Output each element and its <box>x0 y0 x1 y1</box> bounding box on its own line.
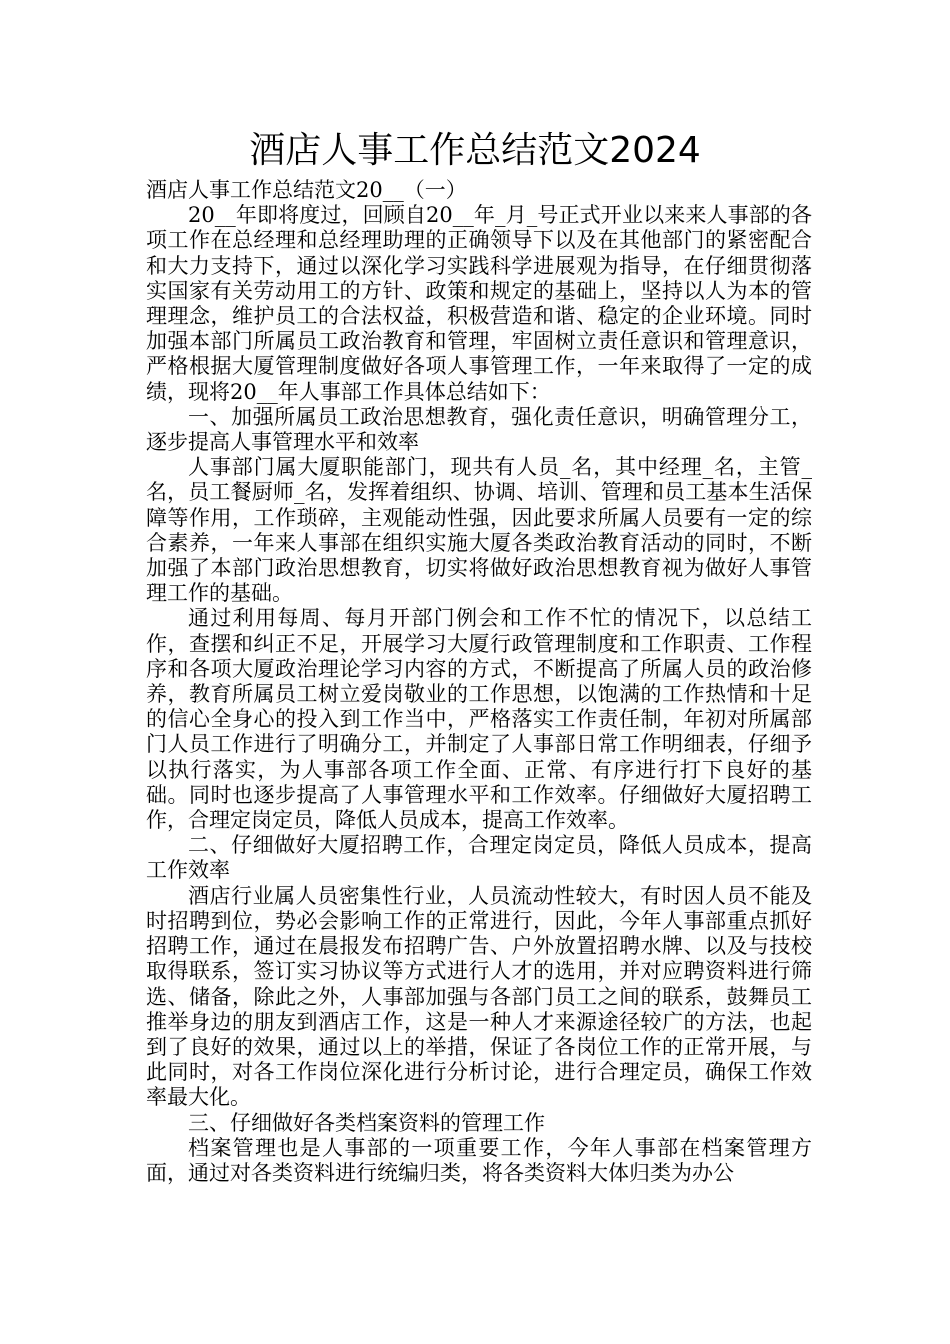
paragraph-intro: 20__年即将度过，回顾自20__年_月_号正式开业以来来人事部的各项工作在总经理和总经理助理的正确领导下以及在其他部门的紧密配合和大力支持下，通过以深化学习实践科学进展观为指导，在仔细贯彻落实国家有关劳动用工的方针、政策和规定的基础上，坚持以人为本的管理理念，维护员工的合法权益，积极营造和谐、稳定的企业环境。同时加强本部门所属员工政治教育和管理，牢固树立责任意识和管理意识，严格根据大厦管理制度做好各项人事管理工作，一年来取得了一定的成绩，现将20__年人事部工作具体总结如下： <box>146 203 812 404</box>
paragraph: 通过利用每周、每月开部门例会和工作不忙的情况下，以总结工作，查摆和纠正不足，开展学习大厦行政管理制度和工作职责、工作程序和各项大厦政治理论学习内容的方式，不断提高了所属人员的政治修养，教育所属员工树立爱岗敬业的工作思想，以饱满的工作热情和十足的信心全身心的投入到工作当中，严格落实工作责任制，年初对所属部门人员工作进行了明确分工，并制定了人事部日常工作明细表，仔细予以执行落实，为人事部各项工作全面、正常、有序进行打下良好的基础。同时也逐步提高了人事管理水平和工作效率。仔细做好大厦招聘工作，合理定岗定员，降低人员成本，提高工作效率。 <box>146 606 812 833</box>
paragraph: 档案管理也是人事部的一项重要工作，今年人事部在档案管理方面，通过对各类资料进行统编归类，将各类资料大体归类为办公 <box>146 1135 812 1185</box>
section-heading-1: 一、加强所属员工政治思想教育，强化责任意识，明确管理分工，逐步提高人事管理水平和效率 <box>146 404 812 455</box>
paragraph: 酒店行业属人员密集性行业，人员流动性较大，有时因人员不能及时招聘到位，势必会影响工作的正常进行，因此，今年人事部重点抓好招聘工作，通过在晨报发布招聘广告、户外放置招聘水牌、以及与技校取得联系，签订实习协议等方式进行人才的选用，并对应聘资料进行筛选、储备，除此之外，人事部加强与各部门员工之间的联系，鼓舞员工推举身边的朋友到酒店工作，这是一种人才来源途径较广的方法，也起到了良好的效果，通过以上的举措，保证了各岗位工作的正常开展，与此同时，对各工作岗位深化进行分析讨论，进行合理定员，确保工作效率最大化。 <box>146 883 812 1110</box>
document-subtitle: 酒店人事工作总结范文20__（一） <box>146 178 467 202</box>
document-body <box>146 178 812 1186</box>
section-heading-2: 二、仔细做好大厦招聘工作，合理定岗定员，降低人员成本，提高工作效率 <box>146 833 812 883</box>
document-title: 酒店人事工作总结范文2024 <box>249 130 701 171</box>
paragraph: 人事部门属大厦职能部门，现共有人员_名，其中经理_名，主管_名，员工餐厨师_名，发挥着组织、协调、培训、管理和员工基本生活保障等作用，工作琐碎，主观能动性强，因此要求所属人员要有一定的综合素养，一年来人事部在组织实施大厦各类政治教育活动的同时，不断加强了本部门政治思想教育，切实将做好政治思想教育视为做好人事管理工作的基础。 <box>146 455 812 606</box>
section-heading-3: 三、仔细做好各类档案资料的管理工作 <box>188 1110 545 1135</box>
